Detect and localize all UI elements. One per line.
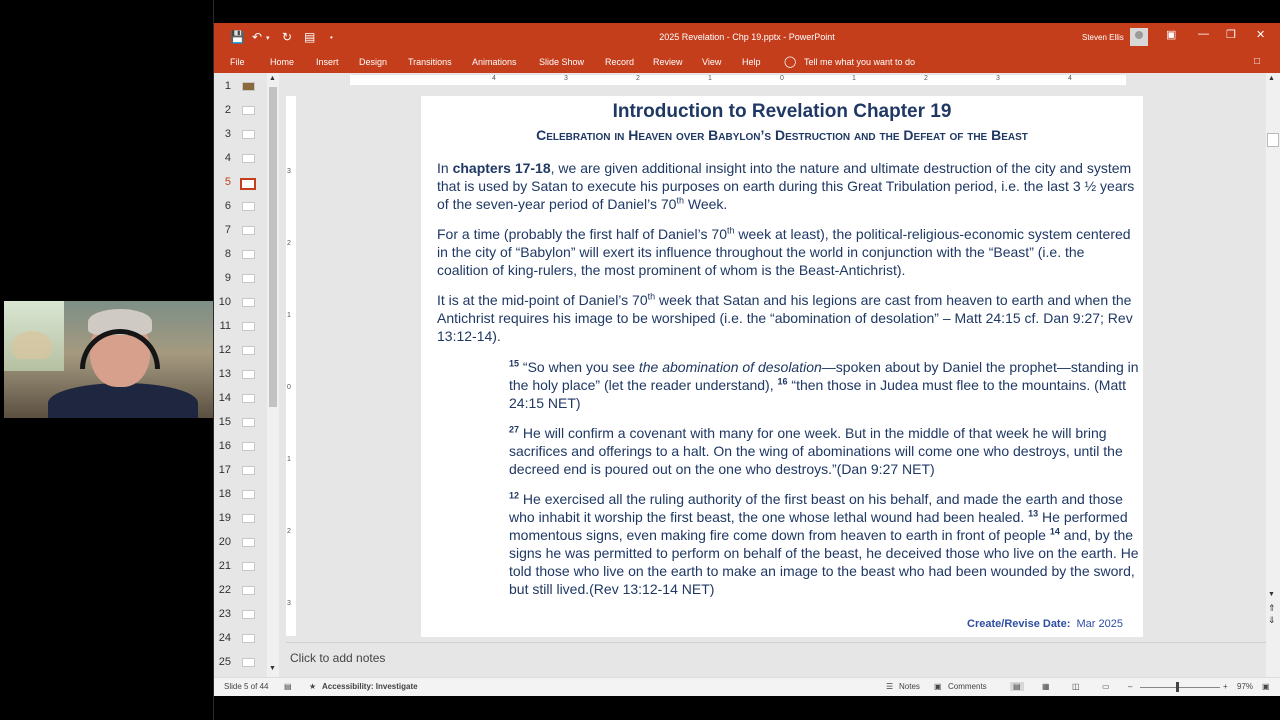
slide-thumbnail[interactable] [242, 370, 255, 379]
lightbulb-icon: ◯ [784, 56, 797, 68]
tab-help[interactable]: Help [742, 57, 761, 67]
slide-thumbnail[interactable] [242, 634, 255, 643]
slide-thumbnail[interactable] [242, 658, 255, 667]
slide-thumbnail[interactable] [242, 82, 255, 91]
scroll-down-icon[interactable]: ▼ [269, 665, 276, 672]
thumbnail-number[interactable]: 3 [224, 128, 231, 140]
thumbnail-number[interactable]: 18 [218, 488, 231, 500]
slide-thumbnail[interactable] [242, 490, 255, 499]
tab-insert[interactable]: Insert [316, 57, 339, 67]
next-slide-icon[interactable]: ⇓ [1268, 615, 1276, 625]
ruler-label: 0 [780, 75, 784, 82]
comments-button[interactable]: Comments [948, 682, 987, 691]
slide-thumbnail[interactable] [242, 442, 255, 451]
ruler-label: 2 [287, 240, 291, 247]
accessibility-icon[interactable]: ★ [309, 682, 317, 691]
ribbon-tabs [214, 51, 1280, 73]
thumbnail-number[interactable]: 25 [218, 656, 231, 668]
thumbnail-number[interactable]: 6 [224, 200, 231, 212]
tell-me-search[interactable]: Tell me what you want to do [804, 57, 916, 67]
comment-icon[interactable]: □ [1254, 56, 1261, 67]
thumbnail-number[interactable]: 23 [218, 608, 231, 620]
quote-revelation: $^{12}$ He exercised all the ruling authority of the first beast on his behalf, and made the earth and those who inhabit it worship the first beast, the one whose lethal wound had been healed. $^{13}$ He performed momentous signs, even making fire come down from heaven to earth in front of people $^{14}$ and, by the signs he was permitted to perform on behalf of the beast, he deceived those who live on the earth. He told those who live on the earth to make an image to the beast who had been wounded by the sword, but still lived.(Rev 13:12-14 NET) [509, 490, 1139, 597]
avatar[interactable] [1130, 28, 1148, 46]
slide-thumbnail[interactable] [242, 298, 255, 307]
slide-thumbnail[interactable] [242, 250, 255, 259]
thumbnail-number[interactable]: 17 [218, 464, 231, 476]
tab-home[interactable]: Home [270, 57, 295, 67]
restore-icon[interactable]: ❐ [1226, 29, 1236, 41]
thumbnail-number[interactable]: 14 [218, 392, 231, 404]
tab-design[interactable]: Design [359, 57, 388, 67]
slide-thumbnail[interactable] [242, 322, 255, 331]
notes-pane[interactable] [286, 642, 1266, 677]
document-title: 2025 Revelation - Chp 19.pptx - PowerPoint [659, 32, 835, 42]
revise-date: Create/Revise Date: Mar 2025 [967, 618, 1123, 630]
comments-icon[interactable]: ▣ [934, 682, 942, 691]
slide-thumbnail[interactable] [242, 106, 255, 115]
user-name[interactable]: Steven Ellis [1082, 33, 1124, 42]
thumbnail-number[interactable]: 2 [224, 104, 231, 116]
thumbnail-number[interactable]: 24 [218, 632, 231, 644]
normal-view-icon[interactable]: ▤ [1010, 682, 1024, 691]
ruler-label: 4 [492, 75, 496, 82]
slide-thumbnail[interactable] [242, 466, 255, 475]
slide-thumbnail[interactable] [242, 538, 255, 547]
slide-thumbnails-pane [214, 73, 284, 677]
tab-record[interactable]: Record [605, 57, 635, 67]
thumbnail-number[interactable]: 16 [218, 440, 231, 452]
tab-transitions[interactable]: Transitions [408, 57, 452, 67]
slide-canvas[interactable] [421, 96, 1143, 637]
vertical-ruler [286, 96, 296, 636]
previous-slide-icon[interactable]: ⇑ [1268, 603, 1276, 613]
accessibility-status[interactable]: Accessibility: Investigate [322, 682, 418, 691]
ruler-label: 1 [852, 75, 856, 82]
ruler-label: 3 [287, 600, 291, 607]
zoom-level[interactable]: 97% [1237, 682, 1254, 691]
thumbnail-number[interactable]: 11 [219, 320, 231, 332]
save-icon[interactable]: 💾 [230, 30, 245, 44]
thumbnail-number[interactable]: 8 [224, 248, 231, 260]
thumbnail-number[interactable]: 20 [218, 536, 231, 548]
paragraph-3: It is at the mid-point of Daniel’s 70th week that Satan and his legions are cast from heaven to earth and when the Antichrist requires his image to be worshiped (i.e. the “abomination of desolation” – Matt 24:15 cf. Dan 9:27; Rev 13:12-14). [437, 291, 1133, 344]
thumbnail-number[interactable]: 5 [224, 176, 231, 188]
scroll-down-icon[interactable]: ▼ [1268, 591, 1275, 598]
paragraph-2: For a time (probably the first half of Daniel’s 70th week at least), the political-religious-economic system centered in the city of “Babylon” will exert its influence throughout the world in conjunction with the “Beast” (i.e. the coalition of king-rulers, the most prominent of whom is the Beast-Antichrist). [437, 225, 1131, 278]
notes-icon[interactable]: ☰ [886, 682, 894, 691]
slideshow-view-icon[interactable]: ▭ [1102, 682, 1110, 691]
spell-check-icon[interactable]: ▤ [284, 682, 292, 691]
ruler-label: 3 [996, 75, 1000, 82]
tab-slide-show[interactable]: Slide Show [539, 57, 585, 67]
zoom-out-icon[interactable]: – [1128, 682, 1133, 691]
thumbnail-number[interactable]: 7 [224, 224, 231, 236]
thumbnail-number[interactable]: 12 [218, 344, 231, 356]
slide-subtitle: Celebration in Heaven over Babylon’s Destruction and the Defeat of the Beast [536, 127, 1028, 143]
slide-thumbnail[interactable] [242, 130, 255, 139]
thumbnail-number[interactable]: 22 [218, 584, 231, 596]
ruler-label: 3 [564, 75, 568, 82]
slide-thumbnail[interactable] [242, 394, 255, 403]
slide-thumbnail[interactable] [242, 562, 255, 571]
slide-thumbnail[interactable] [242, 346, 255, 355]
scroll-thumb[interactable] [1267, 133, 1279, 147]
ruler-label: 1 [708, 75, 712, 82]
slide-thumbnail[interactable] [242, 154, 255, 163]
ruler-label: 2 [924, 75, 928, 82]
slide-scrollbar[interactable] [1266, 73, 1280, 677]
ruler-label: 2 [287, 528, 291, 535]
slide-title: Introduction to Revelation Chapter 19 [612, 101, 952, 122]
thumbnail-number[interactable]: 15 [218, 416, 231, 428]
tab-review[interactable]: Review [653, 57, 683, 67]
customize-qat-icon[interactable]: • [330, 33, 333, 42]
zoom-slider[interactable] [1140, 687, 1220, 688]
minimize-icon[interactable]: — [1198, 28, 1209, 40]
close-icon[interactable]: ✕ [1256, 29, 1266, 41]
slide-sorter-icon[interactable]: ▦ [1042, 682, 1050, 691]
redo-icon[interactable]: ↻ [282, 30, 293, 44]
slide-thumbnail[interactable] [240, 178, 256, 190]
notes-placeholder[interactable]: Click to add notes [290, 651, 386, 665]
zoom-slider-thumb[interactable] [1176, 682, 1179, 692]
ruler-label: 4 [1068, 75, 1072, 82]
horizontal-ruler [350, 75, 1126, 85]
slide-thumbnail[interactable] [242, 274, 255, 283]
tab-view[interactable]: View [702, 57, 722, 67]
thumbnail-number[interactable]: 21 [218, 560, 231, 572]
ruler-label: 3 [287, 168, 291, 175]
status-bar [214, 677, 1280, 696]
tab-animations[interactable]: Animations [472, 57, 517, 67]
webcam-video [4, 301, 213, 418]
undo-dropdown-icon[interactable]: ▾ [266, 35, 270, 42]
thumbnail-scrollbar[interactable] [267, 73, 279, 677]
thumbnail-number[interactable]: 1 [224, 80, 231, 92]
paragraph-1: In chapters 17-18, we are given additional insight into the nature and ultimate destruction of the city and system that is used by Satan to execute his purposes on earth during this Great Tribulation period, i.e. the last 3 ½ years of the seven-year period of Daniel’s 70th Week. [437, 160, 1135, 212]
thumbnail-number[interactable]: 9 [224, 272, 231, 284]
slide-counter: Slide 5 of 44 [224, 682, 269, 691]
thumbnail-number[interactable]: 10 [218, 296, 231, 308]
notes-button[interactable]: Notes [899, 682, 920, 691]
presentation-icon[interactable]: ▤ [304, 30, 316, 44]
slide-thumbnail[interactable] [242, 418, 255, 427]
ribbon-display-icon[interactable]: ▣ [1166, 29, 1177, 41]
scroll-up-icon[interactable]: ▲ [1268, 75, 1275, 82]
quote-matthew: $^{15}$ “So when you see the abomination of desolation—spoken about by Daniel the prophet—standing in the holy place” (let the reader understand), $^{16}$ “then those in Judea must flee to the mountains. (Matt 24:15 NET) [509, 358, 1139, 411]
slide-thumbnail[interactable] [242, 226, 255, 235]
ruler-label: 0 [287, 384, 291, 391]
zoom-in-icon[interactable]: + [1223, 682, 1228, 691]
thumbnail-number[interactable]: 19 [218, 512, 231, 524]
slide-thumbnail[interactable] [242, 202, 255, 211]
undo-icon[interactable]: ↶ [252, 30, 263, 44]
ruler-label: 1 [287, 312, 291, 319]
thumbnail-number[interactable]: 4 [224, 152, 231, 164]
scroll-up-icon[interactable]: ▲ [269, 75, 276, 82]
ruler-label: 1 [287, 456, 291, 463]
fit-slide-icon[interactable]: ▣ [1262, 682, 1270, 691]
quote-daniel: $^{27}$ He will confirm a covenant with many for one week. But in the middle of that week he will bring sacrifices and offerings to a halt. On the wing of abominations will come one who destroys, until the decreed end is poured out on the one who destroys.”(Dan 9:27 NET) [509, 424, 1123, 477]
reading-view-icon[interactable]: ◫ [1072, 682, 1080, 691]
ruler-label: 2 [636, 75, 640, 82]
slide-thumbnail[interactable] [242, 586, 255, 595]
tab-file[interactable]: File [230, 57, 245, 67]
thumbnail-number[interactable]: 13 [218, 368, 231, 380]
slide-thumbnail[interactable] [242, 610, 255, 619]
title-bar [214, 23, 1280, 51]
slide-thumbnail[interactable] [242, 514, 255, 523]
powerpoint-window [214, 23, 1280, 695]
